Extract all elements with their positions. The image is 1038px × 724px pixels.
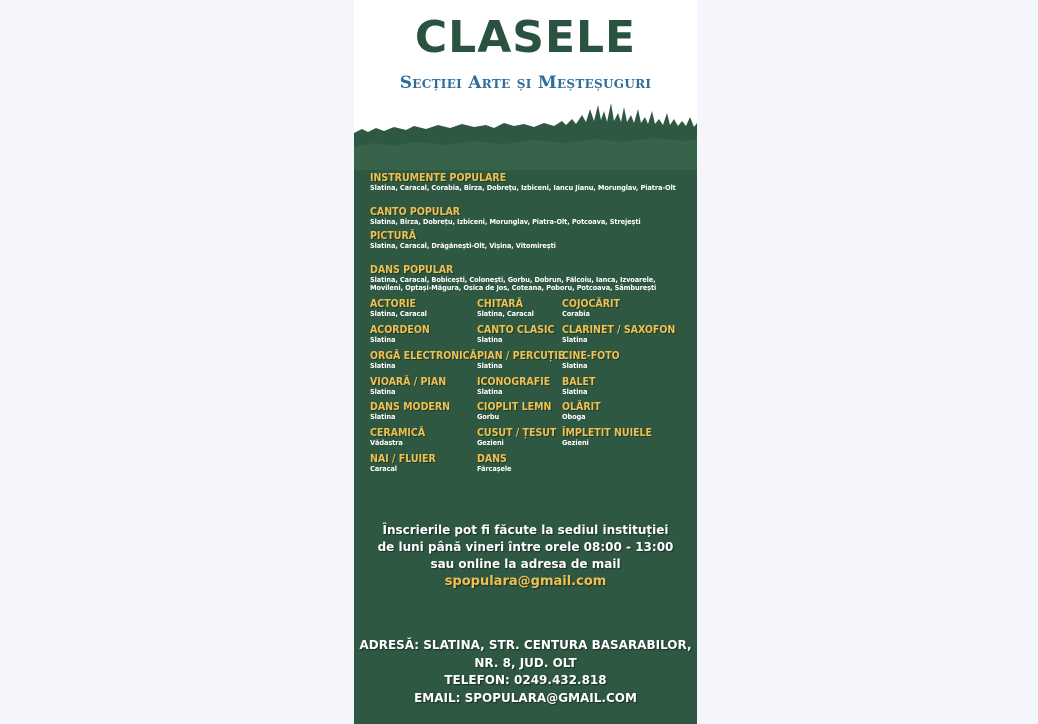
class-clarinet-saxofon — [562, 324, 676, 344]
class-title: ICONOGRAFIE — [477, 376, 551, 388]
email-line: EMAIL: SPOPULARA@GMAIL.COM — [414, 690, 637, 705]
class-title: CHITARĂ — [477, 298, 523, 310]
section-locations: Slatina, Caracal, Drăgănești-Olt, Vișina, Vitomirești — [370, 242, 556, 250]
class-locations: Fărcașele — [477, 465, 512, 473]
section-pictura — [370, 230, 690, 250]
class-locations: Slatina — [477, 336, 503, 344]
class-locations: Slatina — [370, 413, 396, 421]
class-locations: Slatina — [370, 362, 396, 370]
class-title: ORGĂ ELECTRONICĂ — [370, 350, 477, 362]
class-locations: Gezieni — [562, 439, 589, 447]
class-ceramica — [370, 427, 480, 447]
class-locations: Gezieni — [477, 439, 504, 447]
class-title: ACTORIE — [370, 298, 416, 310]
class-locations: Slatina — [370, 388, 396, 396]
class-cojocarit — [562, 298, 672, 318]
section-title: PICTURĂ — [370, 230, 417, 242]
class-title: PIAN / PERCUȚIE — [477, 350, 565, 362]
address-line-1: ADRESĂ: SLATINA, STR. CENTURA BASARABILOR, — [359, 638, 692, 652]
class-locations: Slatina — [370, 336, 396, 344]
class-balet — [562, 376, 672, 396]
class-actorie — [370, 298, 480, 318]
class-title: NAI / FLUIER — [370, 453, 436, 465]
grass-silhouette-decoration — [354, 95, 697, 170]
section-locations: Slatina, Caracal, Bobicești, Colonești, Gorbu, Dobrun, Fălcoiu, Ianca, Izvoarele, Movileni, Optași-Măgura, Osica de Jos, Coteana, Poboru, Potcoava, Sâmburești — [370, 276, 657, 292]
class-olarit — [562, 401, 672, 421]
class-title: OLĂRIT — [562, 401, 601, 413]
enrollment-info — [354, 522, 697, 590]
class-locations: Slatina — [477, 362, 503, 370]
poster-subtitle: Secției Arte și Meșteșuguri — [399, 73, 652, 93]
class-locations: Gorbu — [477, 413, 500, 421]
class-dans-modern — [370, 401, 480, 421]
address-line-2: NR. 8, JUD. OLT — [474, 655, 577, 670]
section-locations: Slatina, Caracal, Corabia, Bîrza, Dobrețu, Izbiceni, Iancu Jianu, Morunglav, Piatra-Olt — [370, 184, 676, 192]
class-locations: Slatina — [562, 362, 588, 370]
section-title: INSTRUMENTE POPULARE — [370, 172, 507, 184]
class-title: BALET — [562, 376, 596, 388]
class-locations: Slatina, Caracal — [477, 310, 534, 318]
enrollment-line-3: sau online la adresa de mail — [430, 557, 621, 571]
class-locations: Slatina — [562, 388, 588, 396]
class-cine-foto — [562, 350, 672, 370]
section-instrumente-populare — [370, 172, 690, 192]
poster — [354, 0, 697, 724]
section-dans-popular — [370, 264, 690, 292]
class-vioara-pian — [370, 376, 480, 396]
class-title: VIOARĂ / PIAN — [370, 376, 447, 388]
section-locations: Slatina, Bîrza, Dobrețu, Izbiceni, Morunglav, Piatra-Olt, Potcoava, Strejești — [370, 218, 641, 226]
class-title: CLARINET / SAXOFON — [562, 324, 676, 336]
enrollment-line-2: de luni până vineri între orele 08:00 - 13:00 — [377, 540, 674, 554]
class-locations: Slatina, Caracal — [370, 310, 427, 318]
class-title: CERAMICĂ — [370, 427, 426, 439]
class-locations: Oboga — [562, 413, 586, 421]
class-title: CUSUT / ȚESUT — [477, 427, 557, 439]
class-locations: Corabia — [562, 310, 590, 318]
class-orga-electronica — [370, 350, 480, 370]
class-title: DANS — [477, 453, 507, 465]
class-locations: Vădastra — [370, 439, 403, 447]
section-title: DANS POPULAR — [370, 264, 454, 276]
section-title: CANTO POPULAR — [370, 206, 461, 218]
poster-title: CLASELE — [414, 12, 637, 63]
class-acordeon — [370, 324, 480, 344]
class-title: CIOPLIT LEMN — [477, 401, 552, 413]
class-title: ÎMPLETIT NUIELE — [562, 427, 653, 439]
enrollment-line-1: Înscrierile pot fi făcute la sediul instituției — [382, 523, 669, 537]
class-nai-fluier — [370, 453, 480, 473]
class-locations: Caracal — [370, 465, 397, 473]
class-dans — [477, 453, 587, 473]
class-title: CANTO CLASIC — [477, 324, 555, 336]
class-title: CINE-FOTO — [562, 350, 620, 362]
enrollment-email-link[interactable]: spopulara@gmail.com — [444, 574, 607, 589]
class-title: COJOCĂRIT — [562, 298, 620, 310]
phone-line: TELEFON: 0249.432.818 — [444, 673, 607, 687]
section-canto-popular — [370, 206, 690, 226]
class-impletit-nuiele — [562, 427, 672, 447]
class-locations: Slatina — [562, 336, 588, 344]
contact-address — [354, 637, 697, 707]
class-title: ACORDEON — [370, 324, 430, 336]
class-title: DANS MODERN — [370, 401, 451, 413]
class-locations: Slatina — [477, 388, 503, 396]
